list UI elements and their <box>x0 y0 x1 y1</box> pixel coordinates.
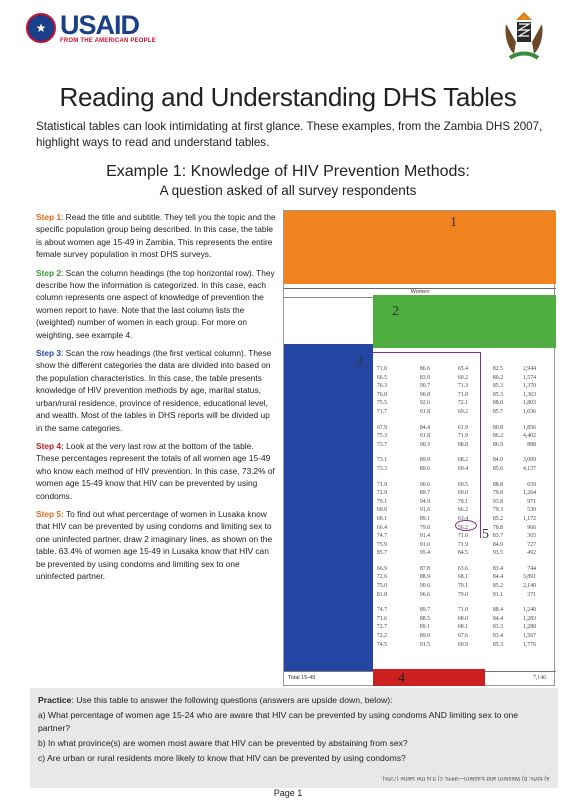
table-cell: 84.5 <box>457 550 468 557</box>
table-cell: 1,574 <box>522 374 536 381</box>
table-cell: 84.0 <box>492 457 503 464</box>
table-cell: 71.9 <box>457 541 468 548</box>
table-cell: 89.9 <box>419 457 430 464</box>
table-cell: 89.1 <box>419 515 430 522</box>
step-2 <box>36 267 277 341</box>
column-headings-highlight-block <box>373 295 556 348</box>
table-cell: 727 <box>527 541 536 548</box>
step-5 <box>36 508 277 582</box>
step-3-label: Step 3 <box>36 348 62 359</box>
practice-question-c: c) Are urban or rural residents more likely to know that HIV can be prevented by using condoms? <box>38 753 406 763</box>
table-cell: 88.5 <box>419 615 430 622</box>
table-cell: 85.6 <box>492 465 503 472</box>
table-cell: 69.2 <box>457 408 468 415</box>
table-cell: 83.3 <box>492 624 503 631</box>
table-row <box>373 566 556 575</box>
table-cell: 83.4 <box>492 633 503 640</box>
table-cell: 83.7 <box>492 533 503 540</box>
table-cell: 365 <box>527 533 536 540</box>
table-cell: 68.1 <box>457 624 468 631</box>
step-2-label: Step 2 <box>36 267 62 278</box>
table-cell: 90.6 <box>419 481 430 488</box>
table-cell: 84.4 <box>492 574 503 581</box>
step-3 <box>36 347 277 434</box>
table-cell: 3,009 <box>522 457 536 464</box>
table-body <box>373 366 556 657</box>
table-row-group <box>373 366 556 418</box>
table-row <box>373 616 556 625</box>
table-cell: 67.6 <box>457 633 468 640</box>
table-row <box>373 366 556 375</box>
table-row <box>373 624 556 633</box>
table-cell: 92.6 <box>419 400 430 407</box>
table-cell: 79.3 <box>492 507 503 514</box>
table-cell: 74.5 <box>376 641 387 648</box>
step-4-label: Step 4: <box>36 440 64 451</box>
table-cell: 4,137 <box>522 465 536 472</box>
table-cell: 69.0 <box>457 490 468 497</box>
table-cell: 66.2 <box>457 507 468 514</box>
table-cell: 1,803 <box>522 400 536 407</box>
table-cell: 73.7 <box>376 441 387 448</box>
table-cell: 90.3 <box>419 441 430 448</box>
table-cell: 1,172 <box>522 515 536 522</box>
table-cell: 71.9 <box>457 433 468 440</box>
guide-line-horizontal <box>373 352 480 353</box>
table-cell: 79.8 <box>492 490 503 497</box>
table-cell: 2,944 <box>522 366 536 372</box>
table-cell: 492 <box>527 550 536 557</box>
table-cell: 66.5 <box>376 374 387 381</box>
table-row <box>373 592 556 601</box>
table-row <box>373 499 556 508</box>
table-cell: 85.7 <box>492 408 503 415</box>
table-row <box>373 442 556 451</box>
table-cell: 88.4 <box>492 607 503 614</box>
table-cell: 72.6 <box>376 574 387 581</box>
page-title: Reading and Understanding DHS Tables <box>59 82 517 112</box>
table-cell: 88.9 <box>419 574 430 581</box>
table-cell: 69.8 <box>376 507 387 514</box>
table-cell: 67.9 <box>376 424 387 431</box>
logo-wordmark: USAID <box>60 10 140 40</box>
table-cell: 75.9 <box>376 541 387 548</box>
step-5-text: To find out what percentage of women in Lusaka know that HIV can be prevented by using condoms and limiting sex to one uninfected partner, draw 2 imaginary lines, as shown on the table. 63.4% of women age 15-49 in Lusaka know that HIV can be prevented by using condoms and limiting sex to one uninfected partner. <box>36 508 273 581</box>
table-cell: 85.3 <box>492 391 503 398</box>
table-row <box>373 409 556 418</box>
table-cell: 96.6 <box>419 591 430 598</box>
table-row <box>373 490 556 499</box>
table-cell: 72.9 <box>376 490 387 497</box>
table-cell: 966 <box>527 524 536 531</box>
table-cell: 90.7 <box>419 383 430 390</box>
table-cell: 86.2 <box>492 433 503 440</box>
table-cell: 73.3 <box>376 465 387 472</box>
table-cell: 89.7 <box>419 490 430 497</box>
table-cell: 75.0 <box>376 583 387 590</box>
table-row <box>373 457 556 466</box>
table-cell: 71.3 <box>457 383 468 390</box>
table-cell: 65.4 <box>457 366 468 372</box>
step-5-label: Step 5: <box>36 508 64 519</box>
table-cell: 72.7 <box>376 624 387 631</box>
table-row <box>373 466 556 475</box>
total-number: 7,146 <box>532 675 546 681</box>
table-cell: 2,140 <box>522 583 536 590</box>
table-cell: 69.1 <box>376 515 387 522</box>
table-row <box>373 550 556 559</box>
table-cell: 1,280 <box>522 624 536 631</box>
usaid-seal-icon: ★ <box>26 13 56 43</box>
table-row <box>373 607 556 616</box>
logo-tagline: FROM THE AMERICAN PEOPLE <box>60 38 156 44</box>
table-cell: 66.4 <box>376 524 387 531</box>
table-cell: 71.9 <box>376 481 387 488</box>
table-cell: 95.4 <box>419 550 430 557</box>
page-number: Page 1 <box>273 788 303 798</box>
table-cell: 888 <box>527 441 536 448</box>
table-cell: 68.8 <box>457 441 468 448</box>
table-cell: 75.3 <box>376 433 387 440</box>
table-cell: 82.5 <box>492 366 503 372</box>
table-row <box>373 482 556 491</box>
table-row <box>373 533 556 542</box>
table-cell: 76.0 <box>376 391 387 398</box>
table-cell: 68.1 <box>457 574 468 581</box>
table-row <box>373 542 556 551</box>
marker-1: 1 <box>450 215 457 230</box>
table-cell: 75.5 <box>376 400 387 407</box>
table-cell: 74.7 <box>376 533 387 540</box>
table-cell: 73.1 <box>376 457 387 464</box>
table-cell: 63.6 <box>457 565 468 572</box>
practice-question-a: a) What percentage of women age 15-24 who are aware that HIV can be prevented by using condoms AND limiting sex to one partner? <box>38 710 519 733</box>
example-title: Example 1: Knowledge of HIV Prevention Methods: <box>106 163 470 180</box>
table-cell: 61.9 <box>457 424 468 431</box>
table-cell: 971 <box>527 498 536 505</box>
dhs-table-figure <box>283 210 555 686</box>
table-cell: 91.6 <box>419 507 430 514</box>
marker-4: 4 <box>398 671 405 686</box>
table-cell: 71.0 <box>457 607 468 614</box>
guide-line-vertical <box>480 352 481 538</box>
table-cell: 85.3 <box>492 383 503 390</box>
total-row-highlight-block <box>373 669 485 686</box>
table-row <box>373 400 556 409</box>
table-row-group <box>373 607 556 650</box>
practice-intro <box>38 694 550 707</box>
table-cell: 85.7 <box>376 550 387 557</box>
table-cell: 1,264 <box>522 490 536 497</box>
step-3-text: : Scan the row headings (the first vertical column). These show the different categories the data are divided into based on the population characteristics. In this case, the table presents knowledge of HIV prevention methods by age, marital status, urban/rural residence, province of residence, educational level, and wealth. Most of the tables in DHS reports will be divided up in the same categories. <box>36 348 272 433</box>
table-cell: 79.0 <box>457 591 468 598</box>
table-row-group <box>373 457 556 474</box>
table-cell: 78.8 <box>492 524 503 531</box>
step-1 <box>36 211 277 261</box>
table-cell: 89.0 <box>419 633 430 640</box>
table-row <box>373 583 556 592</box>
table-row <box>373 574 556 583</box>
table-row <box>373 642 556 651</box>
table-cell: 56.2 <box>457 524 468 531</box>
table-cell: 89.7 <box>419 607 430 614</box>
table-cell: 68.2 <box>457 457 468 464</box>
table-cell: 71.0 <box>376 366 387 372</box>
table-cell: 91.5 <box>419 641 430 648</box>
table-cell: 85.3 <box>492 641 503 648</box>
table-row <box>373 507 556 516</box>
table-cell: 87.8 <box>419 565 430 572</box>
table-cell: 68.0 <box>457 615 468 622</box>
step-4 <box>36 440 277 502</box>
marker-5: 5 <box>482 527 489 542</box>
table-cell: 744 <box>527 565 536 572</box>
table-cell: 70.1 <box>457 583 468 590</box>
table-cell: 88.8 <box>492 481 503 488</box>
table-cell: 3,891 <box>522 574 536 581</box>
table-row <box>373 383 556 392</box>
table-cell: 84.9 <box>492 541 503 548</box>
title-highlight-block <box>284 211 556 284</box>
table-cell: 91.8 <box>419 408 430 415</box>
marker-2: 2 <box>392 304 399 319</box>
table-cell: 91.0 <box>419 541 430 548</box>
table-cell: 89.6 <box>419 465 430 472</box>
row-headings-highlight-block <box>284 344 373 671</box>
step-2-text: : Scan the column headings (the top horizontal row). They describe how the information is categorized. In this case, each column represents one aspect of knowledge of prevention the women report to have. Note that the last column lists the (weighted) number of women in each group. For more on weighting, see example 4. <box>36 267 275 340</box>
table-cell: 86.9 <box>492 441 503 448</box>
table-cell: 4,402 <box>522 433 536 440</box>
practice-intro-text: : Use this table to answer the following questions (answers are upside down, below): <box>71 695 393 705</box>
table-cell: 93.8 <box>492 498 503 505</box>
table-cell: 90.8 <box>419 391 430 398</box>
table-cell: 72.1 <box>457 400 468 407</box>
table-cell: 78.1 <box>457 498 468 505</box>
table-cell: 88.0 <box>492 400 503 407</box>
marker-3: 3 <box>356 355 363 370</box>
usaid-logo <box>26 12 156 44</box>
steps-column <box>36 211 277 588</box>
table-cell: 69.9 <box>457 641 468 648</box>
table-cell: 1,363 <box>522 391 536 398</box>
practice-question-b: b) In what province(s) are women most aware that HIV can be prevented by abstaining from sex? <box>38 738 408 748</box>
highlight-circle <box>455 520 477 531</box>
upside-down-answers: a) 65%; b) Western and Eastern—94%; c) It is the same (73%). <box>381 775 550 781</box>
table-row <box>373 425 556 434</box>
intro-text: Statistical tables can look intimidating at first glance. These examples, from the Zambia DHS 2007, highlight ways to read and understand tables. <box>36 120 543 149</box>
table-row <box>373 433 556 442</box>
table-cell: 91.4 <box>419 533 430 540</box>
table-cell: 76.3 <box>376 383 387 390</box>
table-cell: 659 <box>527 481 536 488</box>
table-cell: 69.4 <box>457 465 468 472</box>
table-cell: 85.2 <box>492 583 503 590</box>
coat-of-arms-icon <box>496 8 552 64</box>
practice-box <box>30 688 558 788</box>
table-cell: 530 <box>527 507 536 514</box>
table-row-group <box>373 566 556 600</box>
table-cell: 83.0 <box>419 374 430 381</box>
total-label: Total 15-49 <box>288 675 316 681</box>
table-cell: 89.1 <box>419 624 430 631</box>
table-cell: 71.7 <box>376 408 387 415</box>
table-cell: 80.2 <box>492 374 503 381</box>
table-cell: 1,856 <box>522 424 536 431</box>
table-cell: 1,776 <box>522 641 536 648</box>
column-group-header: Women <box>410 289 430 295</box>
table-cell: 91.1 <box>492 591 503 598</box>
table-cell: 66.9 <box>376 565 387 572</box>
table-cell: 69.5 <box>457 481 468 488</box>
table-row-group <box>373 425 556 451</box>
table-cell: 86.6 <box>419 366 430 372</box>
table-cell: 63.4 <box>457 515 468 522</box>
table-cell: 84.4 <box>419 424 430 431</box>
table-cell: 1,240 <box>522 607 536 614</box>
table-cell: 79.0 <box>419 524 430 531</box>
table-cell: 94.9 <box>419 498 430 505</box>
table-row <box>373 392 556 401</box>
table-cell: 91.8 <box>419 433 430 440</box>
table-cell: 371 <box>527 591 536 598</box>
table-cell: 1,370 <box>522 383 536 390</box>
table-cell: 83.4 <box>492 565 503 572</box>
example-subtitle: A question asked of all survey respondents <box>159 183 417 198</box>
table-cell: 79.1 <box>376 498 387 505</box>
table-cell: 1,036 <box>522 408 536 415</box>
table-cell: 1,283 <box>522 615 536 622</box>
table-cell: 60.2 <box>457 374 468 381</box>
step-1-text: : Read the title and subtitle. They tell you the topic and the specific population group being described. In this case, the table is about women age 15-49 in Zambia. This represents the entire female survey population in most DHS surveys. <box>36 212 276 260</box>
table-cell: 71.6 <box>457 533 468 540</box>
table-cell: 90.6 <box>419 583 430 590</box>
table-cell: 72.2 <box>376 633 387 640</box>
table-cell: 1,567 <box>522 633 536 640</box>
table-cell: 84.4 <box>492 615 503 622</box>
step-1-label: Step 1 <box>36 212 62 222</box>
table-cell: 71.6 <box>376 615 387 622</box>
table-row <box>373 633 556 642</box>
practice-label: Practice <box>38 695 72 705</box>
step-4-text: Look at the very last row at the bottom of the table. These percentages represent the totals of all women age 15-49 who know each method of HIV prevention. In this case, 73.2% of women age 15-49 know that HIV can be prevented by using condoms. <box>36 440 275 501</box>
table-cell: 80.8 <box>492 424 503 431</box>
table-cell: 74.7 <box>376 607 387 614</box>
table-cell: 93.5 <box>492 550 503 557</box>
table-row <box>373 375 556 384</box>
table-cell: 81.8 <box>376 591 387 598</box>
table-cell: 71.8 <box>457 391 468 398</box>
table-cell: 85.2 <box>492 515 503 522</box>
